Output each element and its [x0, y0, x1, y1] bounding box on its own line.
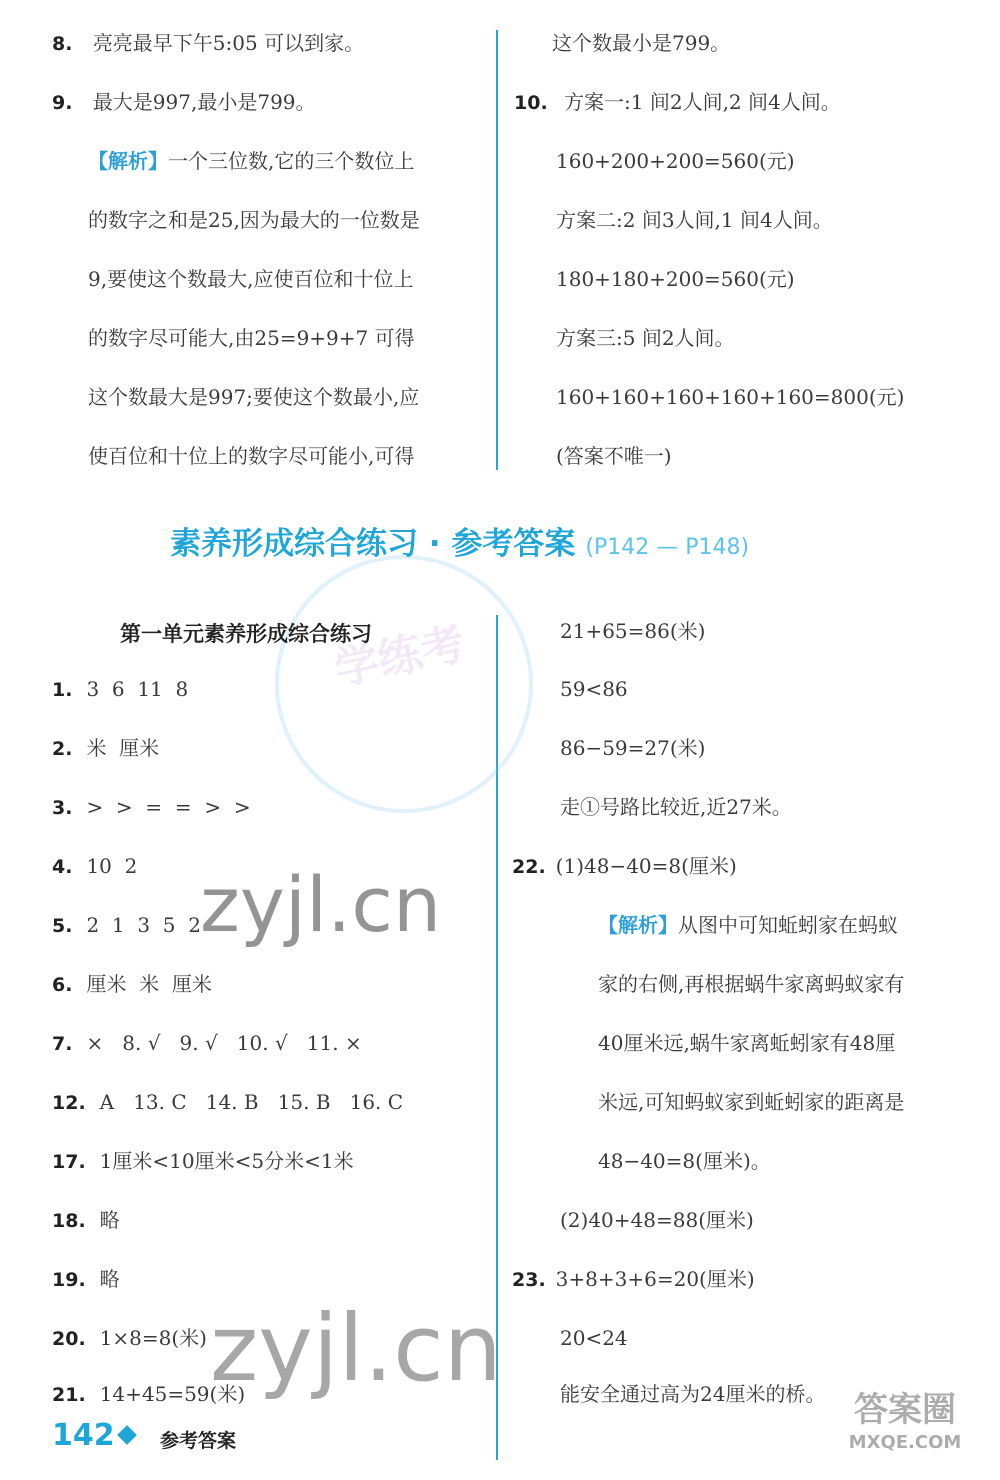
answer-7-11	[52, 1030, 362, 1057]
answer-text: 1×8=8(米)	[99, 1326, 207, 1350]
analysis-text: 一个三位数,它的三个数位上	[168, 149, 415, 173]
answer-number: 2.	[52, 738, 73, 760]
answer-text: (1)48−40=8(厘米)	[555, 854, 737, 878]
solution-line: 方案二:2 间3人间,1 间4人间。	[556, 208, 833, 232]
answer-number: 5.	[52, 915, 73, 937]
page-number: 142	[52, 1418, 115, 1453]
answer-text: 方案一:1 间2人间,2 间4人间。	[564, 90, 841, 114]
answer-23	[512, 1266, 755, 1293]
analysis-line: 使百位和十位上的数字尽可能小,可得	[88, 444, 415, 468]
answer-text: 米 厘米	[86, 736, 160, 760]
answer-text: > > = = > >	[86, 795, 251, 819]
answer-text: 14+45=59(米)	[99, 1382, 246, 1406]
column-divider-top	[496, 30, 498, 470]
footer-label: 参考答案	[160, 1430, 237, 1452]
continued-line: 这个数最小是799。	[552, 31, 731, 55]
answer-text: 10 2	[86, 854, 138, 878]
answer-number: 7.	[52, 1033, 73, 1055]
answer-text: 3 6 11 8	[86, 677, 189, 701]
answer-text: 最大是997,最小是799。	[92, 90, 316, 114]
answer-8	[52, 30, 364, 57]
solution-line: 160+160+160+160+160=800(元)	[556, 385, 905, 409]
stamp-text: 学练考	[330, 618, 470, 696]
analysis-9	[88, 148, 414, 174]
answer-20	[52, 1325, 207, 1352]
logo-url: MXQE.COM	[848, 1432, 962, 1453]
analysis-line: 米远,可知蚂蚁家到蚯蚓家的距离是	[598, 1090, 905, 1114]
answer-1	[52, 676, 188, 703]
answer-22	[512, 853, 737, 880]
answer-text: 1厘米<10厘米<5分米<1米	[99, 1149, 354, 1173]
analysis-text: 从图中可知蚯蚓家在蚂蚁	[678, 913, 898, 937]
answer-number: 22.	[512, 856, 546, 878]
answer-21-line: 59<86	[560, 677, 628, 701]
answer-6	[52, 971, 212, 998]
answer-3	[52, 794, 251, 821]
page-range: (P142 — P148)	[585, 535, 750, 560]
answer-text: A 13. C 14. B 15. B 16. C	[99, 1090, 404, 1114]
diamond-icon	[117, 1425, 137, 1445]
analysis-line: 9,要使这个数最大,应使百位和十位上	[88, 267, 414, 291]
answer-4	[52, 853, 137, 880]
logo-title: 答案圈	[854, 1390, 956, 1430]
answer-number: 23.	[512, 1269, 546, 1291]
analysis-line: 40厘米远,蜗牛家离蚯蚓家有48厘	[598, 1031, 896, 1055]
answer-number: 12.	[52, 1092, 86, 1114]
answer-number: 18.	[52, 1210, 86, 1232]
answer-number: 19.	[52, 1269, 86, 1291]
answer-number: 17.	[52, 1151, 86, 1173]
unit-title: 第一单元素养形成综合练习	[120, 622, 372, 646]
answer-number: 10.	[514, 92, 548, 114]
solution-line: 180+180+200=560(元)	[556, 267, 795, 291]
answer-2	[52, 735, 159, 762]
analysis-line: 家的右侧,再根据蜗牛家离蚂蚁家有	[598, 972, 905, 996]
answer-number: 21.	[52, 1384, 86, 1406]
solution-line: 160+200+200=560(元)	[556, 149, 795, 173]
answer-text: 3+8+3+6=20(厘米)	[555, 1267, 755, 1291]
answer-5	[52, 912, 201, 939]
answer-21-line: 走①号路比较近,近27米。	[560, 795, 792, 819]
answer-text: 略	[99, 1208, 120, 1232]
answer-22b: (2)40+48=88(厘米)	[560, 1208, 754, 1232]
answer-17	[52, 1148, 354, 1175]
section-title	[170, 524, 749, 568]
section-title-text: 素养形成综合练习 · 参考答案	[170, 526, 576, 562]
answer-number: 6.	[52, 974, 73, 996]
answer-number: 20.	[52, 1328, 86, 1350]
site-logo	[820, 1388, 990, 1468]
analysis-line: 的数字尽可能大,由25=9+9+7 可得	[88, 326, 415, 350]
answer-text: 厘米 米 厘米	[86, 972, 212, 996]
answer-19	[52, 1266, 120, 1293]
analysis-line: 48−40=8(厘米)。	[598, 1149, 771, 1173]
solution-line: 方案三:5 间2人间。	[556, 326, 735, 350]
answer-21-line: 86−59=27(米)	[560, 736, 706, 760]
answer-21-line: 21+65=86(米)	[560, 619, 706, 643]
watermark-text: zyjl.cn	[200, 860, 442, 949]
answer-23-line: 能安全通过高为24厘米的桥。	[560, 1382, 826, 1406]
analysis-label: 【解析】	[88, 149, 168, 173]
answer-number: 4.	[52, 856, 73, 878]
analysis-22	[598, 912, 898, 938]
answer-12-16	[52, 1089, 403, 1116]
answer-number: 1.	[52, 679, 73, 701]
answer-text: 2 1 3 5 2	[86, 913, 201, 937]
answer-number: 9.	[52, 92, 73, 114]
answer-23-line: 20<24	[560, 1326, 628, 1350]
answer-text: 亮亮最早下午5:05 可以到家。	[92, 31, 365, 55]
answer-number: 3.	[52, 797, 73, 819]
answer-9	[52, 89, 316, 116]
analysis-line: 这个数最大是997;要使这个数最小,应	[88, 385, 420, 409]
answer-10	[514, 89, 841, 116]
answer-18	[52, 1207, 120, 1234]
answer-number: 8.	[52, 33, 73, 55]
analysis-label: 【解析】	[598, 913, 678, 937]
solution-line: (答案不唯一)	[556, 444, 672, 468]
answer-text: × 8. √ 9. √ 10. √ 11. ×	[86, 1031, 362, 1055]
analysis-line: 的数字之和是25,因为最大的一位数是	[88, 208, 420, 232]
answer-text: 略	[99, 1267, 120, 1291]
watermark-text: zyjl.cn	[210, 1295, 502, 1402]
